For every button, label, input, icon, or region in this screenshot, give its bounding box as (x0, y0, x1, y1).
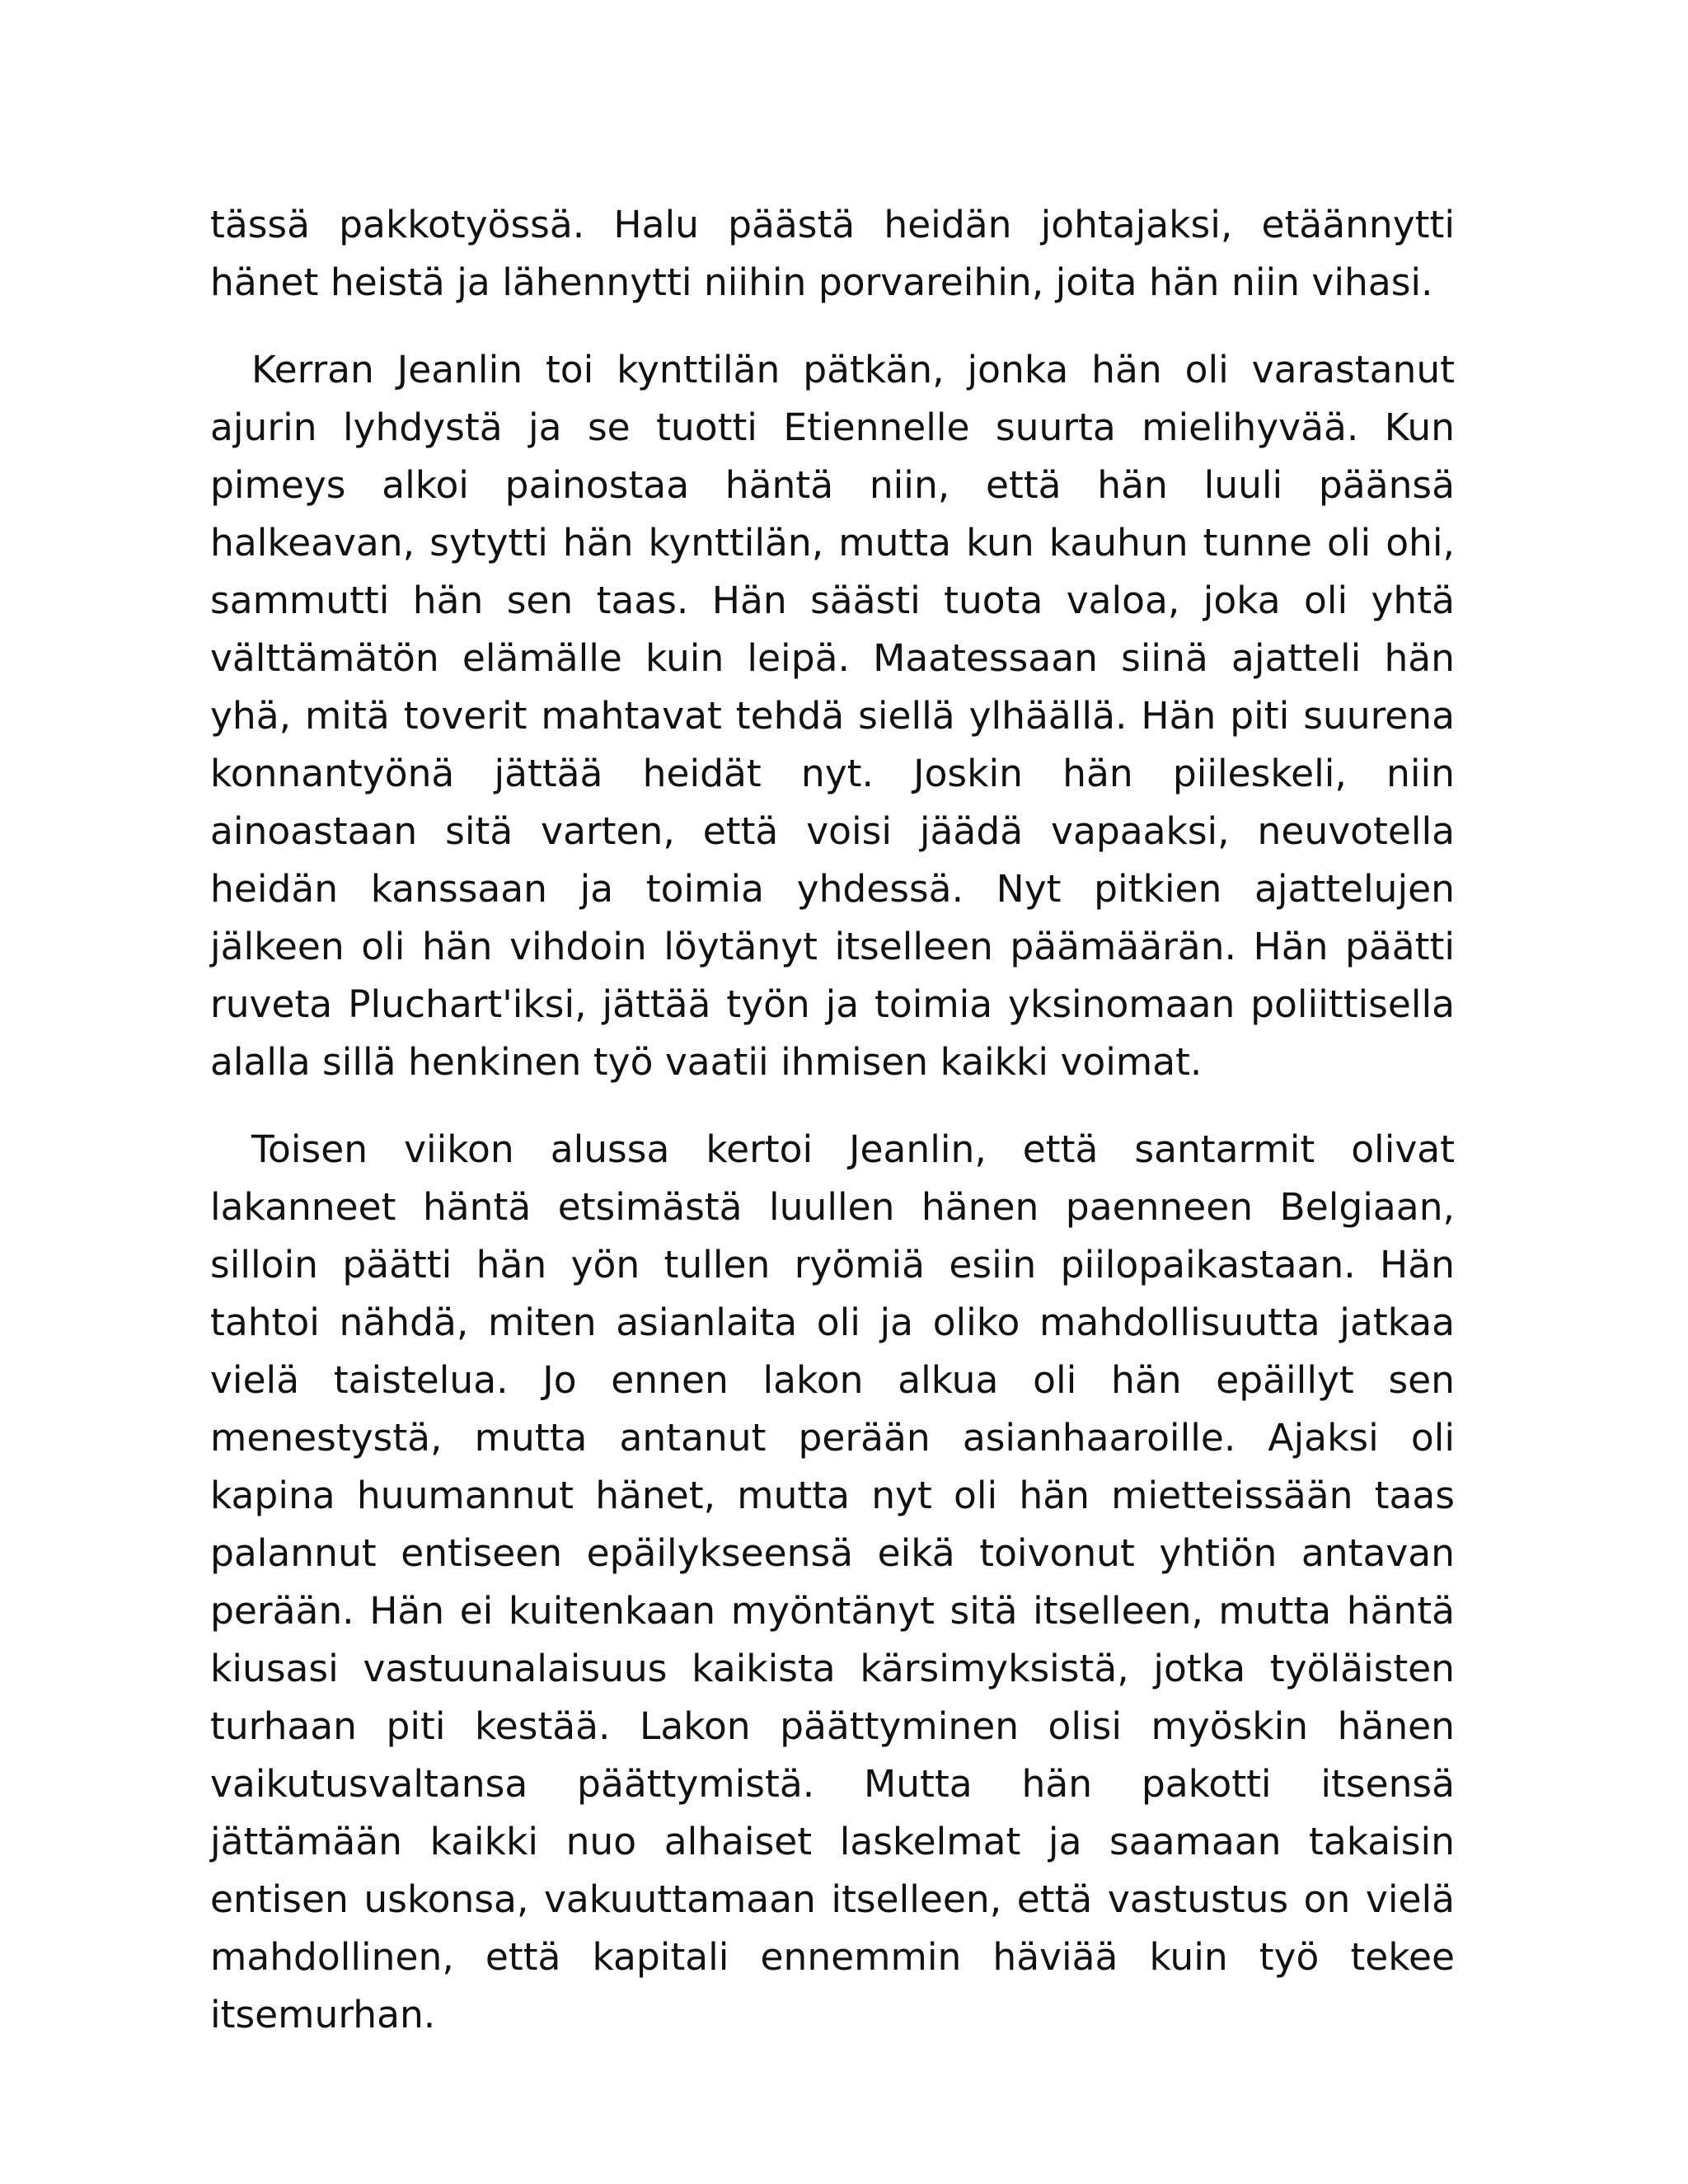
paragraph-3: Toisen viikon alussa kertoi Jeanlin, että santarmit olivat lakanneet häntä etsimästä luullen hänen paenneen Belgiaan, silloin päätti hän yön tullen ryömiä esiin piilopaikastaan. Hän tahtoi nähdä, miten asianlaita oli ja oliko mahdollisuutta jatkaa vielä taistelua. Jo ennen lakon alkua oli hän epäillyt sen menestystä, mutta antanut perään asianhaaroille. Ajaksi oli kapina huumannut hänet, mutta nyt oli hän mietteissään taas palannut entiseen epäilykseensä eikä toivonut yhtiön antavan perään. Hän ei kuitenkaan myöntänyt sitä itselleen, mutta häntä kiusasi vastuunalaisuus kaikista kärsimyksistä, jotka työläisten turhaan piti kestää. Lakon päättyminen olisi myöskin hänen vaikutusvaltansa päättymistä. Mutta hän pakotti itsensä jättämään kaikki nuo alhaiset laskelmat ja saamaan takaisin entisen uskonsa, vakuuttamaan itselleen, että vastustus on vielä mahdollinen, että kapitali ennemmin häviää kuin työ tekee itsemurhan. (210, 1127, 1455, 2036)
paragraph-2: Kerran Jeanlin toi kynttilän pätkän, jonka hän oli varastanut ajurin lyhdystä ja se tuotti Etiennelle suurta mielihyvää. Kun pimeys alkoi painostaa häntä niin, että hän luuli päänsä halkeavan, sytytti hän kynttilän, mutta kun kauhun tunne oli ohi, sammutti hän sen taas. Hän säästi tuota valoa, joka oli yhtä välttämätön elämälle kuin leipä. Maatessaan siinä ajatteli hän yhä, mitä toverit mahtavat tehdä siellä ylhäällä. Hän piti suurena konnantyönä jättää heidät nyt. Joskin hän piileskeli, niin ainoastaan sitä varten, että voisi jäädä vapaaksi, neuvotella heidän kanssaan ja toimia yhdessä. Nyt pitkien ajattelujen jälkeen oli hän vihdoin löytänyt itselleen päämäärän. Hän päätti ruveta Pluchart'iksi, jättää työn ja toimia yksinomaan poliittisella alalla sillä henkinen työ vaatii ihmisen kaikki voimat. (210, 348, 1455, 1084)
body-text (210, 196, 1455, 2074)
paragraph-1: tässä pakkotyössä. Halu päästä heidän johtajaksi, etäännytti hänet heistä ja lähennytti niihin porvareihin, joita hän niin vihasi. (210, 203, 1455, 304)
